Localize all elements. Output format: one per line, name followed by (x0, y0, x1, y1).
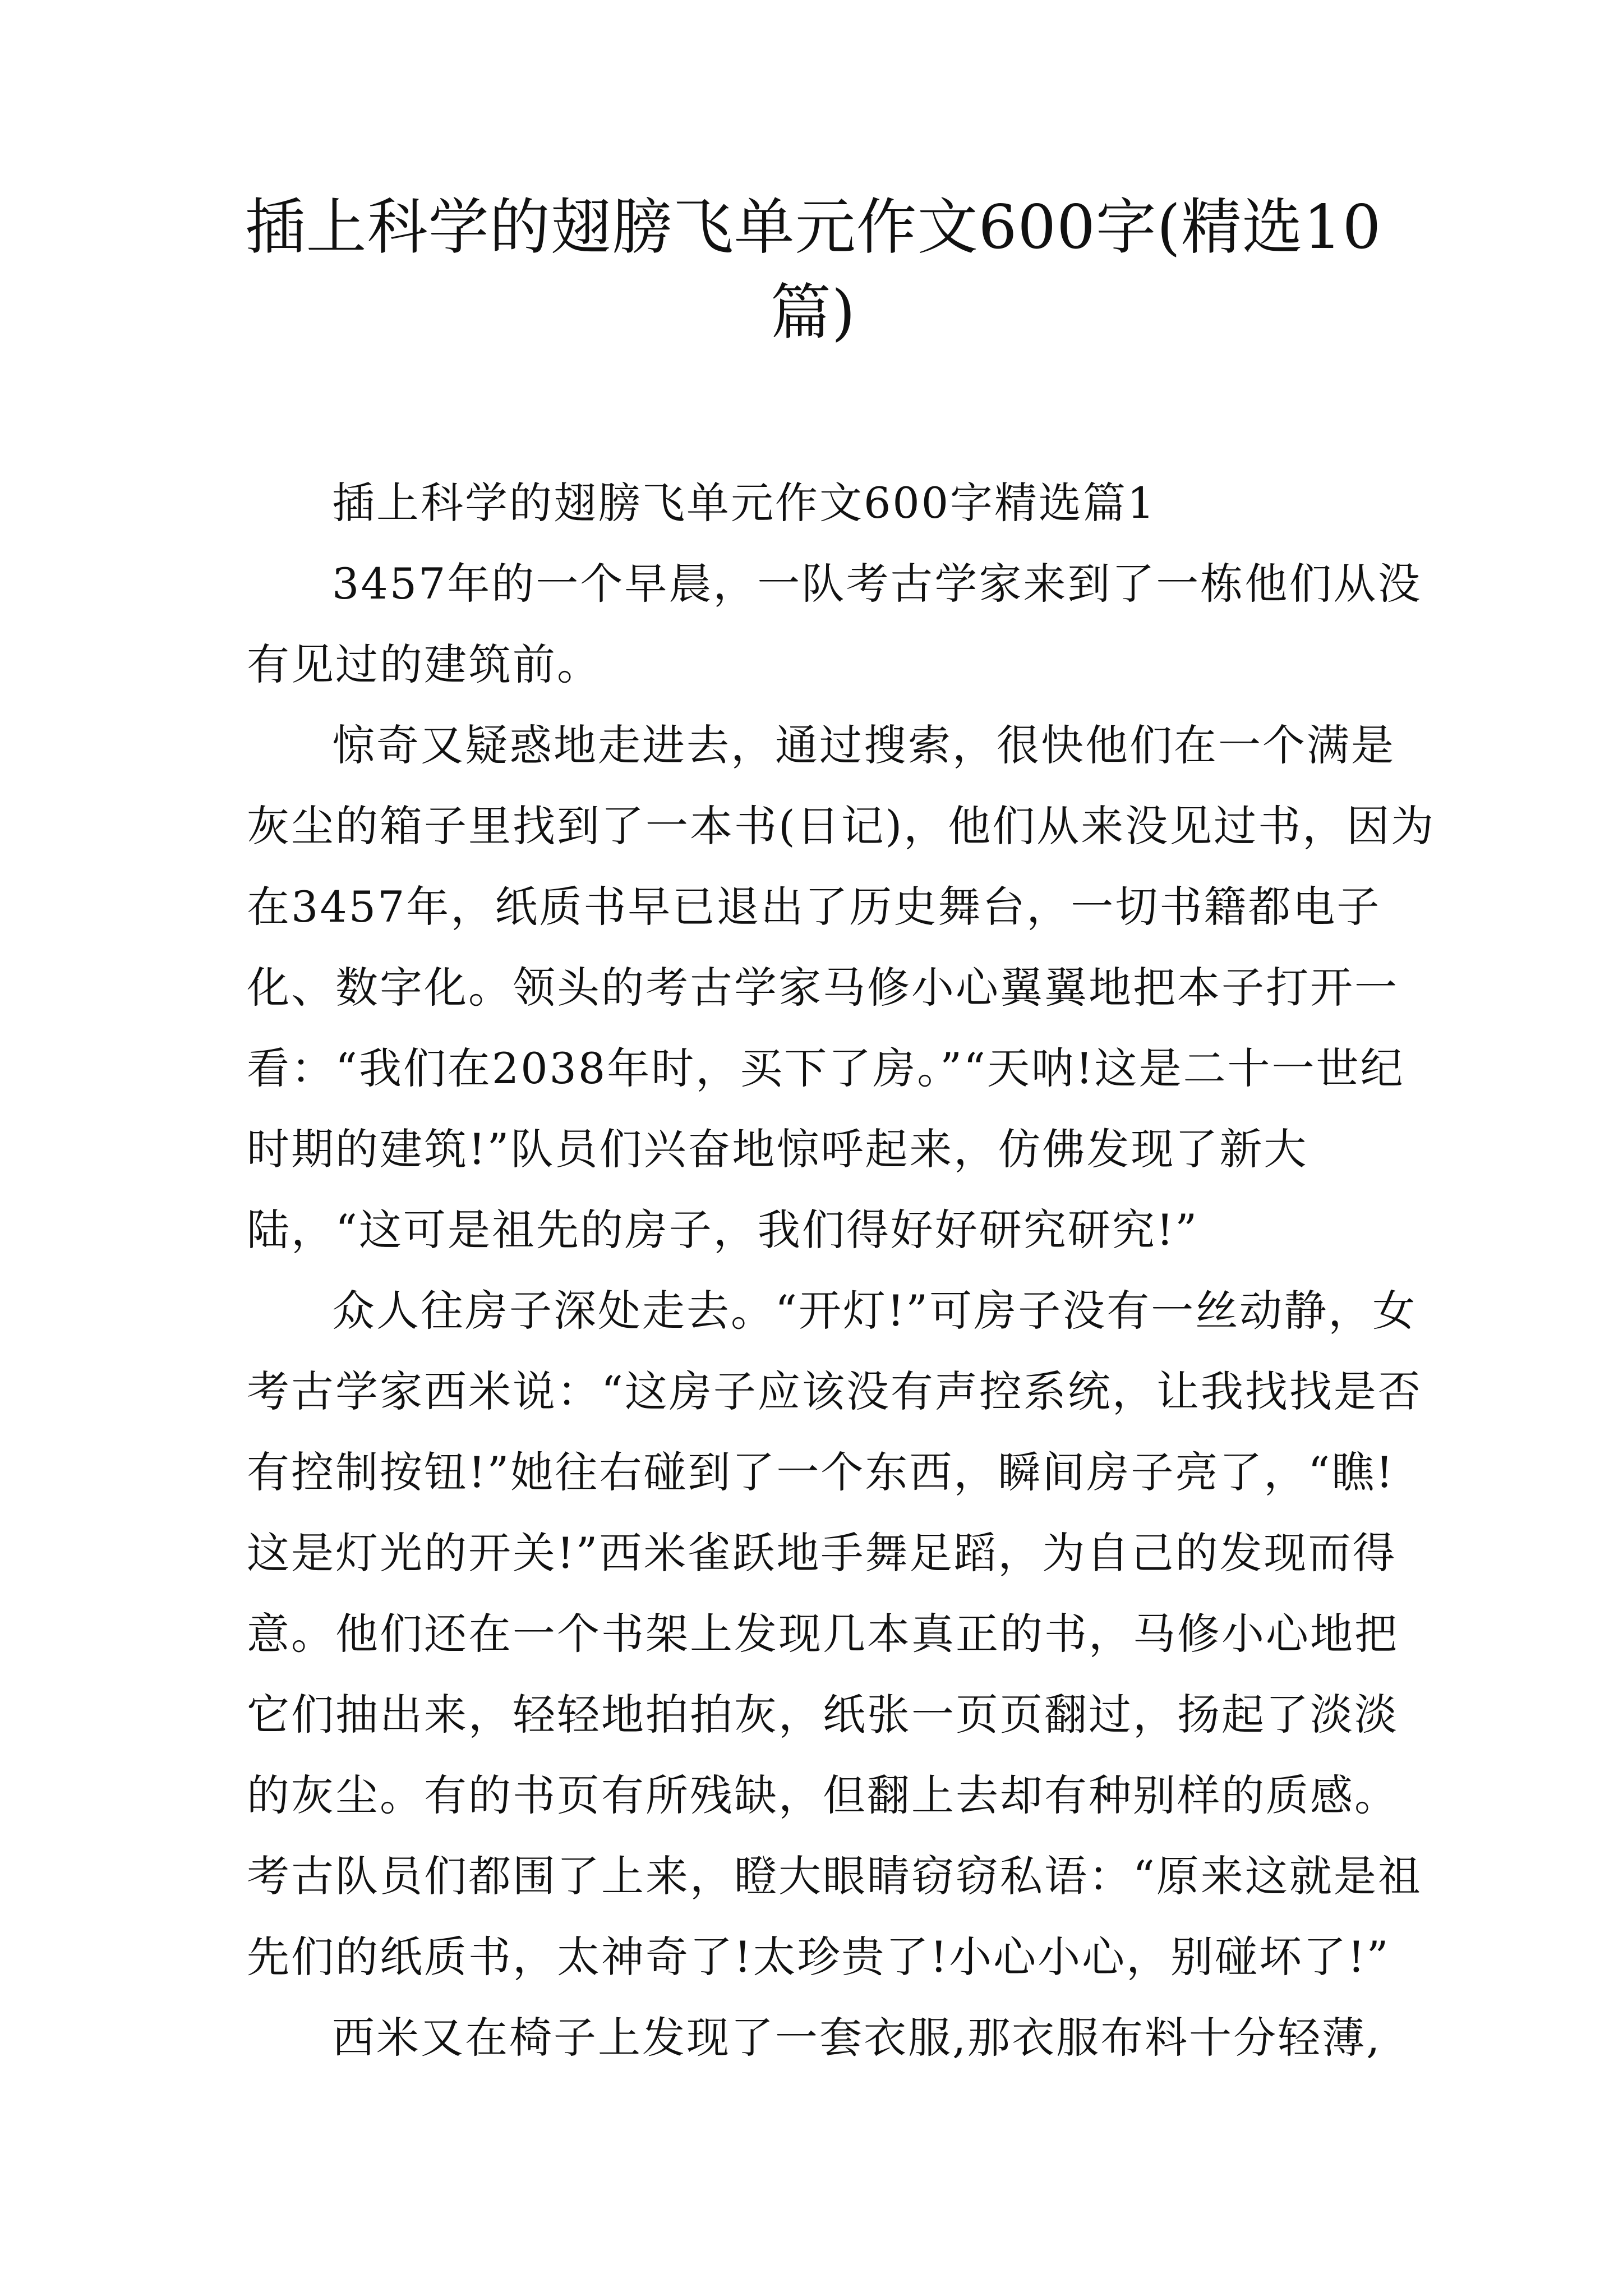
paragraph: 众人往房子深处走去。“开灯!”可房子没有一丝动静，女考古学家西米说：“这房子应该没有声控系统，让我找找是否有控制按钮!”她往右碰到了一个东西，瞬间房子亮了，“瞧!这是灯光的开关!”西米雀跃地手舞足蹈，为自己的发现而得意。他们还在一个书架上发现几本真正的书，马修小心地把它们抽出来，轻轻地拍拍灰，纸张一页页翻过，扬起了淡淡的灰尘。有的书页有所残缺，但翻上去却有种别样的质感。考古队员们都围了上来，瞪大眼睛窃窃私语：“原来这就是祖先们的纸质书，太神奇了!太珍贵了!小心小心，别碰坏了!” (247, 1286, 1422, 1982)
section-heading: 插上科学的翅膀飞单元作文600字精选篇1 (332, 478, 1156, 528)
paragraph: 惊奇又疑惑地走进去，通过搜索，很快他们在一个满是灰尘的箱子里找到了一本书(日记)，他们从来没见过书，因为在3457年，纸质书早已退出了历史舞台，一切书籍都电子化、数字化。领头的考古学家马修小心翼翼地把本子打开一看：“我们在2038年时，买下了房。”“天呐!这是二十一世纪时期的建筑!”队员们兴奋地惊呼起来，仿佛发现了新大陆，“这可是祖先的房子，我们得好好研究研究!” (247, 720, 1436, 1255)
document-title: 插上科学的翅膀飞单元作文600字(精选10篇) (245, 192, 1382, 348)
paragraph: 西米又在椅子上发现了一套衣服,那衣服布料十分轻薄, (332, 2013, 1382, 2063)
document-body (247, 463, 1436, 2078)
paragraph: 3457年的一个早晨，一队考古学家来到了一栋他们从没有见过的建筑前。 (247, 559, 1422, 689)
